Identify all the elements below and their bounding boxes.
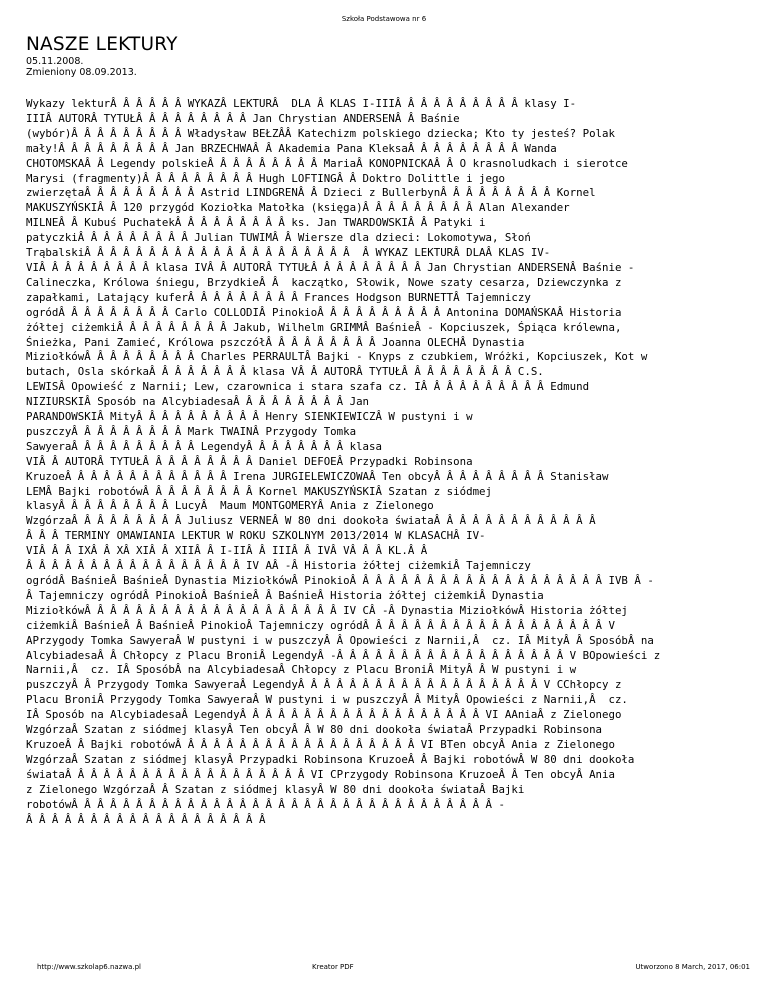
text-line: VIÂ Â AUTORÂ TYTUŁÂ Â Â Â Â Â Â Â Â Daniel DEFOEÂ Przypadki Robinsona: [26, 454, 473, 468]
school-name: Szkoła Podstawowa nr 6: [341, 15, 427, 23]
text-line: Â Tajemniczy ogródÂ PinokioÂ BaśnieÂ Â BaśnieÂ Historia żółtej ciżemkiÂ Dynastia: [26, 588, 544, 602]
document-body: [26, 97, 751, 827]
text-line: robotówÂ Â Â Â Â Â Â Â Â Â Â Â Â Â Â Â Â Â Â Â Â Â Â Â Â Â Â Â Â Â Â Â Â -: [26, 797, 505, 811]
text-line: NIZIURSKIÂ Sposób na AlcybiadesaÂ Â Â Â Â Â Â Â Â Jan: [26, 395, 370, 409]
footer-created-date: Utworzono 8 March, 2017, 06:01: [635, 963, 750, 971]
text-line: ogródÂ Â Â Â Â Â Â Â Â Carlo COLLODIÂ PinokioÂ Â Â Â Â Â Â Â Â Â Antonina DOMAŃSKAÂ Historia: [26, 305, 622, 319]
text-line: MAKUSZYŃSKIÂ Â 120 przygód Koziołka Matołka (księga)Â Â Â Â Â Â Â Â Â Alan Alexander: [26, 201, 570, 215]
text-line: Â Â Â Â Â Â Â Â Â Â Â Â Â Â Â Â Â IV AÂ -Â Historia żółtej ciżemkiÂ Tajemniczy: [26, 559, 531, 573]
page-footer: [0, 963, 768, 975]
text-line: patyczkiÂ Â Â Â Â Â Â Â Â Julian TUWIMÂ Â Wiersze dla dzieci: Lokomotywa, Słoń: [26, 231, 531, 245]
text-line: LEMÂ Bajki robotówÂ Â Â Â Â Â Â Â Â Kornel MAKUSZYŃSKIÂ Szatan z siódmej: [26, 484, 492, 498]
text-line: mały!Â Â Â Â Â Â Â Â Â Jan BRZECHWAÂ Â Akademia Pana KleksaÂ Â Â Â Â Â Â Â Â Wanda: [26, 141, 557, 155]
text-line: SawyeraÂ Â Â Â Â Â Â Â Â Â LegendyÂ Â Â Â Â Â Â Â klasa: [26, 439, 382, 453]
text-line: Placu BroniÂ Przygody Tomka SawyeraÂ W pustyni i w puszczyÂ Â MityÂ Opowieści z Narnii,Â cz.: [26, 693, 628, 707]
text-line: MiziołkówÂ Â Â Â Â Â Â Â Â Charles PERRAULTÂ Bajki - Knyps z czubkiem, Wróżki, Kopciuszek, Kot w: [26, 350, 648, 364]
text-line: żółtej ciżemkiÂ Â Â Â Â Â Â Â Â Jakub, Wilhelm GRIMMÂ BaśnieÂ - Kopciuszek, Śpiąca królewna,: [26, 320, 622, 334]
document-dates: [26, 56, 137, 78]
modified-date: Zmieniony 08.09.2013.: [26, 67, 137, 78]
text-line: Wykazy lekturÂ Â Â Â Â Â WYKAZÂ LEKTURÂ DLA Â KLAS I-IIIÂ Â Â Â Â Â Â Â Â Â klasy I-: [26, 97, 577, 110]
text-line: KruzoeÂ Â Â Â Â Â Â Â Â Â Â Â Â Irena JURGIELEWICZOWAÂ Ten obcyÂ Â Â Â Â Â Â Â Â Stanisław: [26, 469, 609, 483]
text-line: WzgórzaÂ Szatan z siódmej klasyÂ Przypadki Robinsona KruzoeÂ Â Bajki robotówÂ W 80 dni dookoła: [26, 752, 635, 766]
created-date: 05.11.2008.: [26, 56, 84, 67]
footer-generator: Kreator PDF: [312, 963, 354, 971]
text-line: Śnieżka, Pani Zamieć, Królowa pszczółÂ Â Â Â Â Â Â Â Â Joanna OLECHÂ Dynastia: [26, 335, 525, 349]
text-line: Calineczka, Królowa śniegu, BrzydkieÂ Â kaczątko, Słowik, Nowe szaty cesarza, Dziewczynka z: [26, 275, 622, 289]
text-line: Â Â Â TERMINY OMAWIANIA LEKTUR W ROKU SZKOLNYM 2013/2014 W KLASACHÂ IV-: [26, 529, 486, 543]
text-line: świataÂ Â Â Â Â Â Â Â Â Â Â Â Â Â Â Â Â Â Â VI CPrzygody Robinsona KruzoeÂ Â Ten obcyÂ Ania: [26, 767, 615, 781]
page-title: NASZE LEKTURY: [26, 34, 178, 55]
text-line: TrąbalskiÂ Â Â Â Â Â Â Â Â Â Â Â Â Â Â Â Â Â Â Â Â Â WYKAZ LEKTURÂ DLAÂ KLAS IV-: [26, 246, 551, 260]
text-line: Narnii,Â cz. IÂ SposóbÂ na AlcybiadesaÂ Chłopcy z Placu BroniÂ MityÂ Â W pustyni i w: [26, 663, 577, 677]
text-line: IÂ Sposób na AlcybiadesaÂ LegendyÂ Â Â Â Â Â Â Â Â Â Â Â Â Â Â Â Â Â Â VI AAniaÂ z Zielonego: [26, 708, 622, 722]
text-line: zapałkami, Latający kuferÂ Â Â Â Â Â Â Â Â Frances Hodgson BURNETTÂ Tajemniczy: [26, 290, 531, 304]
text-line: MiziołkówÂ Â Â Â Â Â Â Â Â Â Â Â Â Â Â Â Â Â Â Â IV CÂ -Â Dynastia MiziołkówÂ Historia żółtej: [26, 603, 628, 617]
page-header: [0, 15, 768, 24]
text-line: ciżemkiÂ BaśnieÂ Â BaśnieÂ PinokioÂ Tajemniczy ogródÂ Â Â Â Â Â Â Â Â Â Â Â Â Â Â Â Â Â Â V: [26, 618, 615, 632]
text-line: LEWISÂ Opowieść z Narnii; Lew, czarownica i stara szafa cz. IÂ Â Â Â Â Â Â Â Â Â Edmund: [26, 380, 590, 394]
text-line: klasyÂ Â Â Â Â Â Â Â Â LucyÂ Maum MONTGOMERYÂ Ania z Zielonego: [26, 499, 434, 513]
text-line: zwierzętaÂ Â Â Â Â Â Â Â Â Astrid LINDGRENÂ Â Dzieci z BullerbynÂ Â Â Â Â Â Â Â Â Kornel: [26, 186, 596, 200]
text-line: puszczyÂ Â Â Â Â Â Â Â Â Mark TWAINÂ Przygody Tomka: [26, 424, 357, 438]
text-line: PARANDOWSKIÂ MityÂ Â Â Â Â Â Â Â Â Â Henry SIENKIEWICZÂ W pustyni i w: [26, 410, 473, 424]
text-line: Â Â Â Â Â Â Â Â Â Â Â Â Â Â Â Â Â Â Â: [26, 812, 266, 826]
text-line: puszczyÂ Â Przygody Tomka SawyeraÂ LegendyÂ Â Â Â Â Â Â Â Â Â Â Â Â Â Â Â Â Â Â V CChłopcy z: [26, 678, 622, 692]
text-line: WzgórzaÂ Szatan z siódmej klasyÂ Ten obcyÂ Â W 80 dni dookoła świataÂ Przypadki Robinsona: [26, 723, 603, 737]
text-line: Marysi (fragmenty)Â Â Â Â Â Â Â Â Â Hugh LOFTINGÂ Â Doktro Dolittle i jego: [26, 171, 505, 185]
text-line: CHOTOMSKAÂ Â Legendy polskieÂ Â Â Â Â Â Â Â Â MariaÂ KONOPNICKAÂ Â O krasnoludkach i sierotce: [26, 156, 628, 170]
text-line: APrzygody Tomka SawyeraÂ W pustyni i w puszczyÂ Â Opowieści z Narnii,Â cz. IÂ MityÂ Â SposóbÂ na: [26, 633, 654, 647]
text-line: IIIÂ AUTORÂ TYTUŁÂ Â Â Â Â Â Â Â Â Jan Chrystian ANDERSENÂ Â Baśnie: [26, 111, 460, 125]
text-line: ogródÂ BaśnieÂ BaśnieÂ Dynastia MiziołkówÂ PinokioÂ Â Â Â Â Â Â Â Â Â Â Â Â Â Â Â Â Â Â Â IVB Â -: [26, 574, 654, 587]
text-line: butach, Osla skórkaÂ Â Â Â Â Â Â Â klasa VÂ Â AUTORÂ TYTUŁÂ Â Â Â Â Â Â Â Â C.S.: [26, 365, 544, 379]
text-line: z Zielonego WzgórzaÂ Â Szatan z siódmej klasyÂ W 80 dni dookoła świataÂ Bajki: [26, 782, 525, 796]
text-line: VIÂ Â Â Â Â Â Â Â Â klasa IVÂ Â AUTORÂ TYTUŁÂ Â Â Â Â Â Â Â Â Jan Chrystian ANDERSENÂ Baśnie -: [26, 260, 635, 274]
text-line: MILNEÂ Â Kubuś PuchatekÂ Â Â Â Â Â Â Â Â ks. Jan TWARDOWSKIÂ Â Patyki i: [26, 216, 486, 230]
footer-url: http://www.szkolap6.nazwa.pl: [37, 963, 141, 971]
text-line: VIÂ Â Â IXÂ Â XÂ XIÂ Â XIIÂ Â I-IIÂ Â IIIÂ Â IVÂ VÂ Â Â KL.Â Â: [26, 544, 428, 558]
text-line: (wybór)Â Â Â Â Â Â Â Â Â Władysław BEŁZÂÂ Katechizm polskiego dziecka; Kto ty jesteś? Polak: [26, 126, 615, 140]
text-line: KruzoeÂ Â Bajki robotówÂ Â Â Â Â Â Â Â Â Â Â Â Â Â Â Â Â Â Â VI BTen obcyÂ Ania z Zielonego: [26, 737, 615, 751]
text-line: WzgórzaÂ Â Â Â Â Â Â Â Â Juliusz VERNEÂ W 80 dni dookoła świataÂ Â Â Â Â Â Â Â Â Â Â Â Â: [26, 514, 596, 528]
text-line: AlcybiadesaÂ Â Chłopcy z Placu BroniÂ LegendyÂ -Â Â Â Â Â Â Â Â Â Â Â Â Â Â Â Â Â Â V BOpowieści z: [26, 648, 661, 662]
